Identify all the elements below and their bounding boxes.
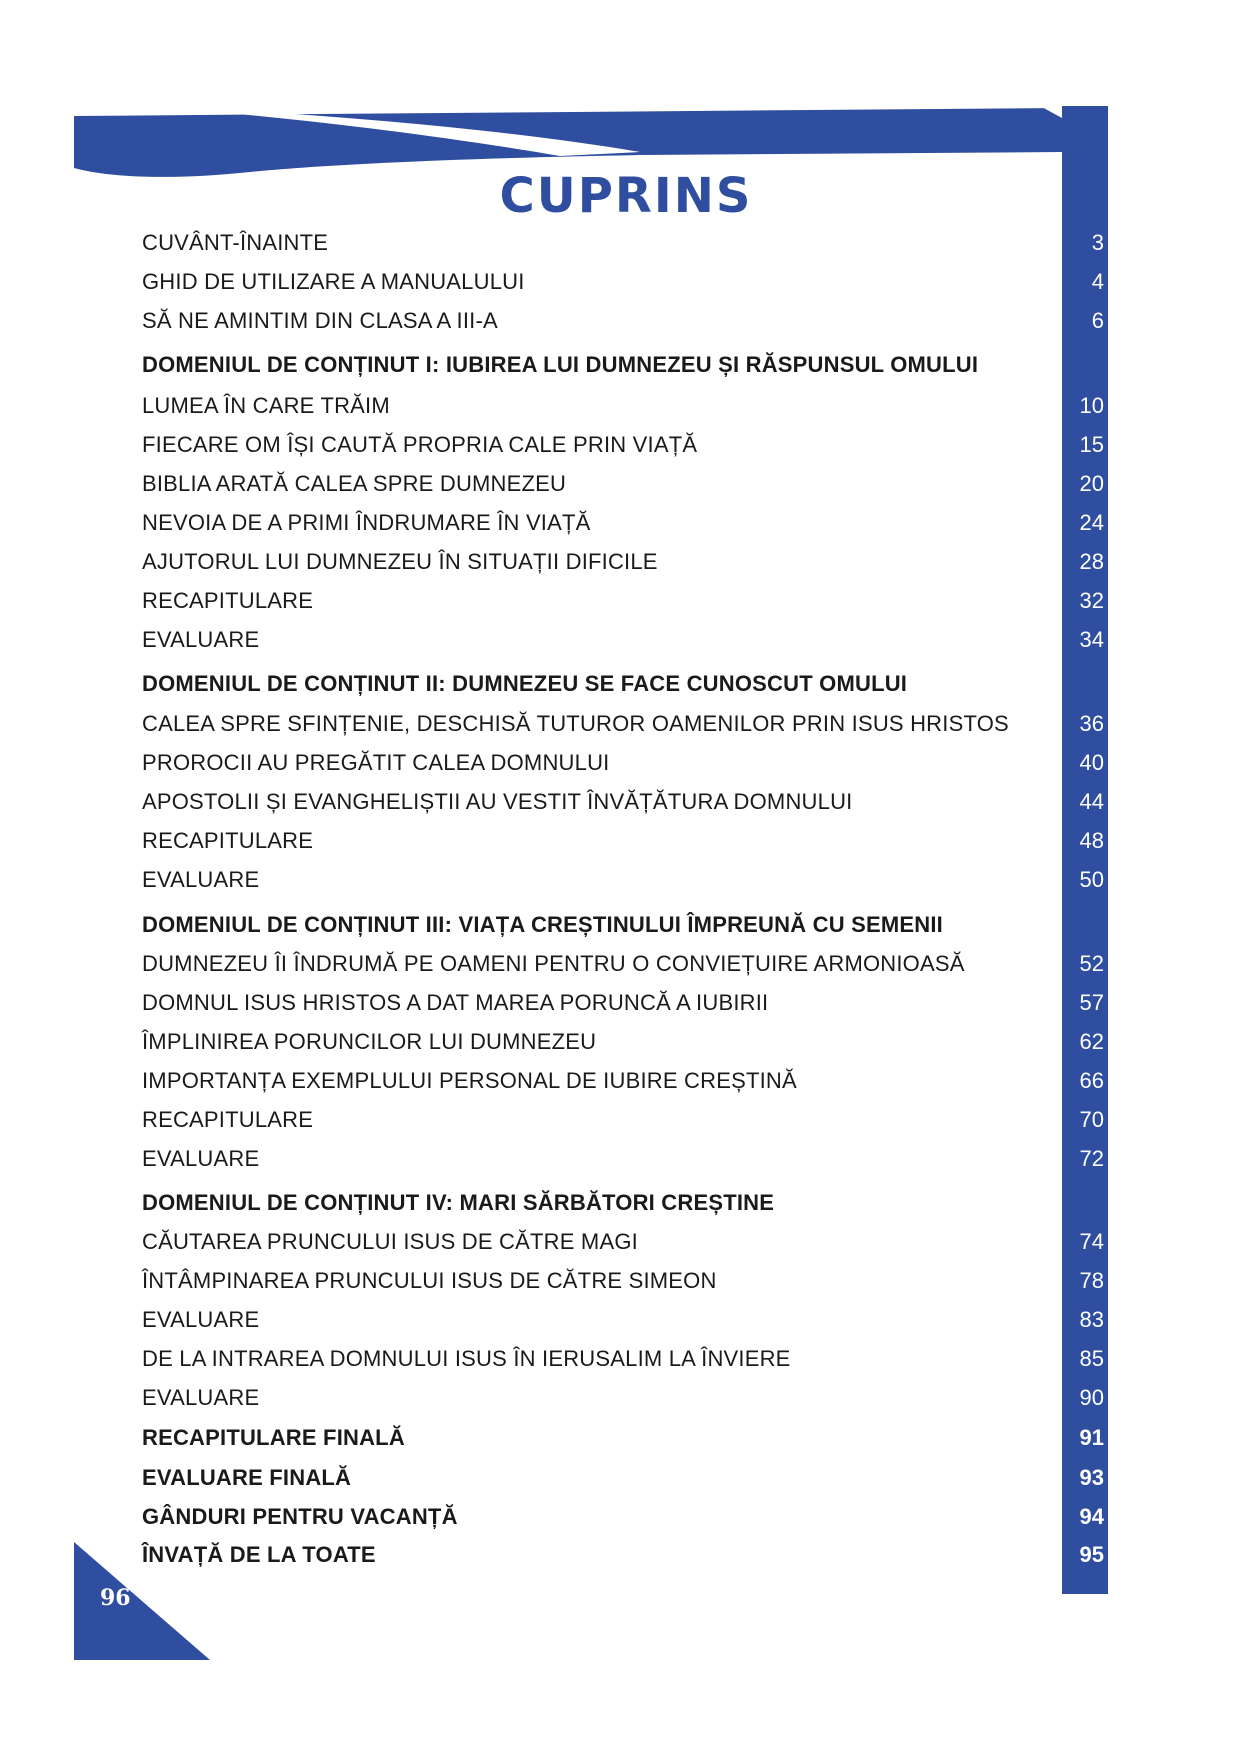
toc-entry-title: EVALUARE FINALĂ — [142, 1465, 352, 1490]
toc-entry-page: 93 — [1079, 1465, 1104, 1490]
toc-entry — [142, 986, 1104, 1020]
toc-entry — [142, 707, 1104, 741]
toc-entry-title: DUMNEZEU ÎI ÎNDRUMĂ PE OAMENI PENTRU O CONVIEȚUIRE ARMONIOASĂ — [142, 951, 965, 976]
toc-entry-page: 72 — [1079, 1146, 1104, 1171]
page-title: CUPRINS — [499, 168, 753, 224]
toc-entry-page: 3 — [1091, 230, 1104, 255]
toc-section-heading — [142, 1186, 1104, 1220]
toc-entry-page: 91 — [1079, 1425, 1104, 1450]
toc-entry-title: DOMENIUL DE CONȚINUT I: IUBIREA LUI DUMNEZEU ȘI RĂSPUNSUL OMULUI — [142, 352, 979, 377]
toc-entry-title: IMPORTANȚA EXEMPLULUI PERSONAL DE IUBIRE CREȘTINĂ — [142, 1068, 797, 1093]
toc-entry — [142, 947, 1104, 981]
toc-entry-title: AJUTORUL LUI DUMNEZEU ÎN SITUAȚII DIFICILE — [142, 549, 658, 574]
page-number: 96 — [100, 1585, 131, 1611]
toc-entry-title: RECAPITULARE FINALĂ — [142, 1425, 405, 1450]
toc-entry-page: 74 — [1079, 1229, 1104, 1254]
toc-entry-title: DE LA INTRAREA DOMNULUI ISUS ÎN IERUSALIM LA ÎNVIERE — [142, 1346, 791, 1371]
toc-section-heading — [142, 667, 1104, 701]
toc-entry-title: LUMEA ÎN CARE TRĂIM — [142, 393, 390, 418]
toc-entry-page: 28 — [1079, 549, 1104, 574]
toc-entry-title: BIBLIA ARATĂ CALEA SPRE DUMNEZEU — [142, 471, 567, 496]
toc-entry — [142, 1142, 1104, 1176]
toc-entry — [142, 824, 1104, 858]
toc-entry-page: 32 — [1079, 588, 1104, 613]
toc-entry-title: ÎNVAȚĂ DE LA TOATE — [142, 1542, 376, 1567]
toc-entry-page: 66 — [1079, 1068, 1104, 1093]
toc-entry — [142, 506, 1104, 540]
toc-entry — [142, 1303, 1104, 1337]
toc-entry — [142, 785, 1104, 819]
toc-entry — [142, 265, 1104, 299]
toc-entry-title: EVALUARE — [142, 1146, 260, 1171]
toc-entry — [142, 1264, 1104, 1298]
toc-entry-page: 24 — [1079, 510, 1104, 535]
toc-entry — [142, 1064, 1104, 1098]
toc-entry-page: 34 — [1079, 627, 1104, 652]
toc-entry-page: 10 — [1079, 393, 1104, 418]
toc-entry — [142, 304, 1104, 338]
toc-entry-title: CALEA SPRE SFINȚENIE, DESCHISĂ TUTUROR OAMENILOR PRIN ISUS HRISTOS — [142, 711, 1009, 736]
toc-entry-page: 85 — [1079, 1346, 1104, 1371]
toc-entry — [142, 1103, 1104, 1137]
toc-entry-title: DOMNUL ISUS HRISTOS A DAT MAREA PORUNCĂ A IUBIRII — [142, 990, 769, 1015]
toc-entry-page: 62 — [1079, 1029, 1104, 1054]
toc-entry-page: 20 — [1079, 471, 1104, 496]
toc-entry-page: 78 — [1079, 1268, 1104, 1293]
toc-entry — [142, 467, 1104, 501]
toc-entry-title: DOMENIUL DE CONȚINUT II: DUMNEZEU SE FACE CUNOSCUT OMULUI — [142, 671, 908, 696]
toc-entry-title: APOSTOLII ȘI EVANGHELIȘTII AU VESTIT ÎNVĂȚĂTURA DOMNULUI — [142, 789, 853, 814]
toc-entry-title: PROROCII AU PREGĂTIT CALEA DOMNULUI — [142, 750, 610, 775]
toc-entry-title: ÎNTÂMPINAREA PRUNCULUI ISUS DE CĂTRE SIMEON — [142, 1268, 717, 1293]
toc-entry — [142, 428, 1104, 462]
toc-entry-title: CĂUTAREA PRUNCULUI ISUS DE CĂTRE MAGI — [142, 1229, 638, 1254]
toc-entry-page: 94 — [1079, 1504, 1104, 1529]
toc-entry-title: RECAPITULARE — [142, 1107, 314, 1132]
toc-entry-title: RECAPITULARE — [142, 828, 314, 853]
toc-entry-page: 40 — [1079, 750, 1104, 775]
toc-entry-page: 15 — [1079, 432, 1104, 457]
toc-entry-title: SĂ NE AMINTIM DIN CLASA A III-A — [142, 308, 498, 333]
toc-entry-title: GÂNDURI PENTRU VACANȚĂ — [142, 1504, 458, 1529]
toc-entry — [142, 226, 1104, 260]
toc-entry-title: EVALUARE — [142, 1307, 260, 1332]
toc-entry-page: 95 — [1079, 1542, 1104, 1567]
toc-entry — [142, 1500, 1104, 1534]
toc-entry — [142, 623, 1104, 657]
toc-entry-page: 44 — [1079, 789, 1104, 814]
toc-entry-title: DOMENIUL DE CONȚINUT IV: MARI SĂRBĂTORI CREȘTINE — [142, 1190, 775, 1215]
toc-entry-title: EVALUARE — [142, 867, 260, 892]
toc-entry-page: 90 — [1079, 1385, 1104, 1410]
toc-entry-page: 70 — [1079, 1107, 1104, 1132]
toc-entry — [142, 1342, 1104, 1376]
toc-entry-page: 6 — [1091, 308, 1104, 333]
toc-entry-page: 83 — [1079, 1307, 1104, 1332]
toc-entry-title: DOMENIUL DE CONȚINUT III: VIAȚA CREȘTINULUI ÎMPREUNĂ CU SEMENII — [142, 912, 943, 937]
toc-entry-title: GHID DE UTILIZARE A MANUALULUI — [142, 269, 525, 294]
toc-entry-page: 36 — [1079, 711, 1104, 736]
toc-section-heading — [142, 348, 1104, 382]
toc-entry-title: ÎMPLINIREA PORUNCILOR LUI DUMNEZEU — [142, 1029, 597, 1054]
toc-entry — [142, 1421, 1104, 1455]
toc-entry — [142, 1461, 1104, 1495]
toc-entry-page: 48 — [1079, 828, 1104, 853]
toc-entry — [142, 545, 1104, 579]
toc-entry — [142, 1538, 1104, 1572]
toc-entry — [142, 584, 1104, 618]
toc-entry-page: 57 — [1079, 990, 1104, 1015]
toc-entry-page: 4 — [1091, 269, 1104, 294]
toc-entry-title: EVALUARE — [142, 1385, 260, 1410]
toc-entry — [142, 863, 1104, 897]
toc-entry — [142, 746, 1104, 780]
toc-entry-page: 50 — [1079, 867, 1104, 892]
toc-entry-page: 52 — [1079, 951, 1104, 976]
toc-entry — [142, 389, 1104, 423]
toc-entry — [142, 1025, 1104, 1059]
toc-entry-title: EVALUARE — [142, 627, 260, 652]
toc-entry-title: RECAPITULARE — [142, 588, 314, 613]
toc-section-heading — [142, 908, 1104, 942]
toc-entry-title: NEVOIA DE A PRIMI ÎNDRUMARE ÎN VIAȚĂ — [142, 510, 591, 535]
toc-entry — [142, 1381, 1104, 1415]
toc-entry — [142, 1225, 1104, 1259]
toc-entry-title: FIECARE OM ÎȘI CAUTĂ PROPRIA CALE PRIN VIAȚĂ — [142, 432, 698, 457]
toc-entry-title: CUVÂNT-ÎNAINTE — [142, 230, 329, 255]
